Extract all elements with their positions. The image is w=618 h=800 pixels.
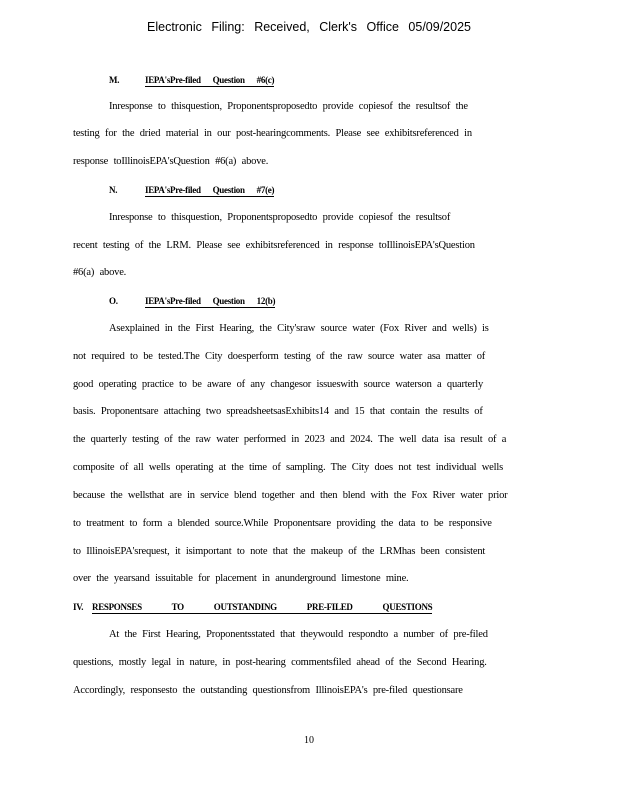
section-heading-n (109, 185, 274, 197)
section-label: IV. (73, 602, 84, 612)
paragraph-line: to treatment to form a blended source.While Proponentsare providing the data to be responsive (73, 518, 492, 529)
section-label: M. (109, 75, 120, 85)
paragraph-line: composite of all wells operating at the time of sampling. The City does not test individual wells (73, 462, 503, 473)
paragraph-line: Accordingly, responsesto the outstanding questionsfrom IllinoisEPA's pre-filed questionsare (73, 685, 463, 696)
paragraph-line: the quarterly testing of the raw water performed in 2023 and 2024. The well data isa result of a (73, 434, 507, 445)
filing-stamp-header: Electronic Filing: Received, Clerk's Office 05/09/2025 (147, 20, 471, 34)
paragraph-line: #6(a) above. (73, 267, 127, 278)
paragraph-line: Asexplained in the First Hearing, the City'sraw source water (Fox River and wells) is (109, 323, 489, 334)
section-title: IEPA'sPre-filed Question #6(c) (145, 75, 275, 85)
section-heading-o (109, 296, 275, 308)
paragraph-line: not required to be tested.The City doesperform testing of the raw source water asa matter of (73, 351, 486, 362)
section-title: RESPONSES TO OUTSTANDING PRE-FILED QUESTIONS (92, 602, 433, 612)
paragraph-line: over the yearsand issuitable for placement in anunderground limestone mine. (73, 573, 409, 584)
paragraph-line: to IllinoisEPA'srequest, it isimportant to note that the makeup of the LRMhas been consistent (73, 546, 486, 557)
paragraph-line: basis. Proponentsare attaching two spreadsheetsasExhibits14 and 15 that contain the results of (73, 406, 483, 417)
section-label: N. (109, 185, 118, 195)
page-number: 10 (304, 735, 314, 746)
section-label: O. (109, 296, 118, 306)
paragraph-line: Inresponse to thisquestion, Proponentsproposedto provide copiesof the resultsof the (109, 101, 468, 112)
paragraph-line: testing for the dried material in our post-hearingcomments. Please see exhibitsreferenced in (73, 128, 472, 139)
paragraph-line: good operating practice to be aware of any changesor issueswith source waterson a quarterly (73, 379, 484, 390)
section-title: IEPA'sPre-filed Question 12(b) (145, 296, 276, 306)
paragraph-line: recent testing of the LRM. Please see exhibitsreferenced in response toIllinoisEPA'sQuestion (73, 240, 475, 251)
paragraph-line: because the wellsthat are in service blend together and then blend with the Fox River water prior (73, 490, 508, 501)
paragraph-line: response toIllinoisEPA'sQuestion #6(a) above. (73, 156, 269, 167)
section-heading-m (109, 75, 274, 87)
paragraph-line: Inresponse to thisquestion, Proponentsproposedto provide copiesof the resultsof (109, 212, 451, 223)
paragraph-line: At the First Hearing, Proponentsstated that theywould respondto a number of pre-filed (109, 629, 488, 640)
section-title: IEPA'sPre-filed Question #7(e) (145, 185, 275, 195)
paragraph-line: questions, mostly legal in nature, in post-hearing commentsfiled ahead of the Second Hearing. (73, 657, 487, 668)
section-heading-iv (73, 602, 432, 614)
